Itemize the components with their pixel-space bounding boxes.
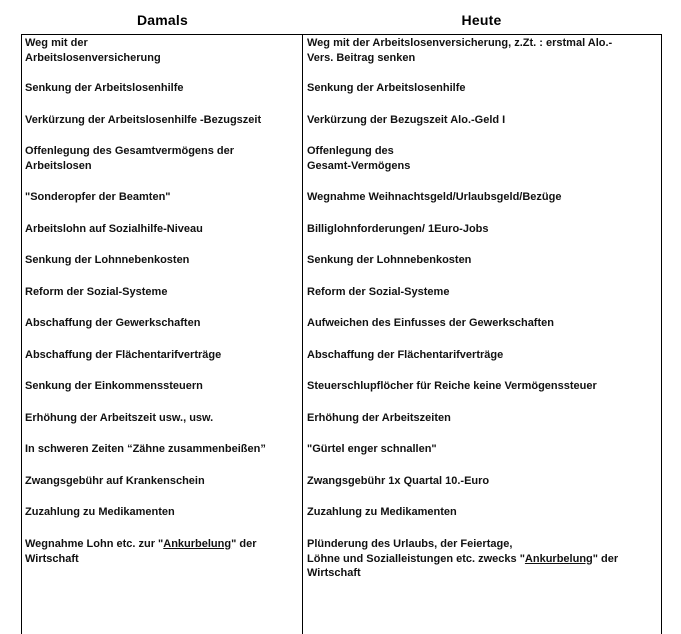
row-10-damals: Abschaffung der Flächentarifverträge bbox=[25, 349, 222, 361]
row-11-heute: Steuerschlupflöcher für Reiche keine Vermögenssteuer bbox=[307, 380, 597, 392]
row-11-damals: Senkung der Einkommenssteuern bbox=[25, 380, 203, 392]
row-15-damals: Zuzahlung zu Medikamenten bbox=[25, 506, 175, 518]
row-3-damals: Verkürzung der Arbeitslosenhilfe -Bezugszeit bbox=[25, 114, 262, 126]
row-16-heute bbox=[307, 537, 659, 581]
header-heute: Heute bbox=[461, 12, 502, 28]
row-4-heute: Offenlegung des Gesamt-Vermögens bbox=[307, 145, 411, 172]
row-16-damals bbox=[25, 537, 297, 566]
row-14-heute: Zwangsgebühr 1x Quartal 10.-Euro bbox=[307, 475, 490, 487]
row-10-heute: Abschaffung der Flächentarifverträge bbox=[307, 349, 504, 361]
row-13-damals: In schweren Zeiten “Zähne zusammenbeißen” bbox=[25, 443, 266, 455]
column-divider bbox=[302, 34, 303, 634]
header-damals: Damals bbox=[136, 12, 188, 28]
row-15-heute: Zuzahlung zu Medikamenten bbox=[307, 506, 457, 518]
ankurbelung-underlined-text: Ankurbelung bbox=[163, 538, 232, 550]
row-3-heute: Verkürzung der Bezugszeit Alo.-Geld I bbox=[307, 114, 506, 126]
row-9-damals: Abschaffung der Gewerkschaften bbox=[25, 317, 201, 329]
row-5-heute: Wegnahme Weihnachtsgeld/Urlaubsgeld/Bezüge bbox=[307, 191, 562, 203]
row-8-heute: Reform der Sozial-Systeme bbox=[307, 286, 450, 298]
row-14-damals: Zwangsgebühr auf Krankenschein bbox=[25, 475, 205, 487]
row-12-damals: Erhöhung der Arbeitszeit usw., usw. bbox=[25, 412, 214, 424]
row-9-heute: Aufweichen des Einfusses der Gewerkschaften bbox=[307, 317, 554, 329]
row-16-heute-text-start: Plünderung des Urlaubs, der Feiertage, Löhne und Sozialleistungen etc. zwecks " bbox=[307, 538, 525, 565]
row-1-damals: Weg mit der Arbeitslosenversicherung bbox=[25, 37, 161, 64]
row-16-heute-text-end: " der Wirtschaft bbox=[307, 552, 619, 579]
row-16-damals-text-end: " der Wirtschaft bbox=[25, 538, 257, 565]
row-2-damals: Senkung der Arbeitslosenhilfe bbox=[25, 82, 184, 94]
row-8-damals: Reform der Sozial-Systeme bbox=[25, 286, 168, 298]
row-1-heute: Weg mit der Arbeitslosenversicherung, z.Zt. : erstmal Alo.- Vers. Beitrag senken bbox=[307, 37, 613, 64]
row-5-damals: "Sonderopfer der Beamten" bbox=[25, 191, 171, 203]
row-6-heute: Billiglohnforderungen/ 1Euro-Jobs bbox=[307, 223, 489, 235]
row-7-damals: Senkung der Lohnnebenkosten bbox=[25, 254, 190, 266]
ankurbelung-underlined-text: Ankurbelung bbox=[524, 552, 593, 565]
row-4-damals: Offenlegung des Gesamtvermögens der Arbeitslosen bbox=[25, 145, 235, 172]
row-13-heute: "Gürtel enger schnallen" bbox=[307, 443, 437, 455]
row-2-heute: Senkung der Arbeitslosenhilfe bbox=[307, 82, 466, 94]
row-12-heute: Erhöhung der Arbeitszeiten bbox=[307, 412, 451, 424]
row-16-damals-text-start: Wegnahme Lohn etc. zur " bbox=[25, 538, 164, 550]
row-7-heute: Senkung der Lohnnebenkosten bbox=[307, 254, 472, 266]
row-6-damals: Arbeitslohn auf Sozialhilfe-Niveau bbox=[25, 223, 203, 235]
